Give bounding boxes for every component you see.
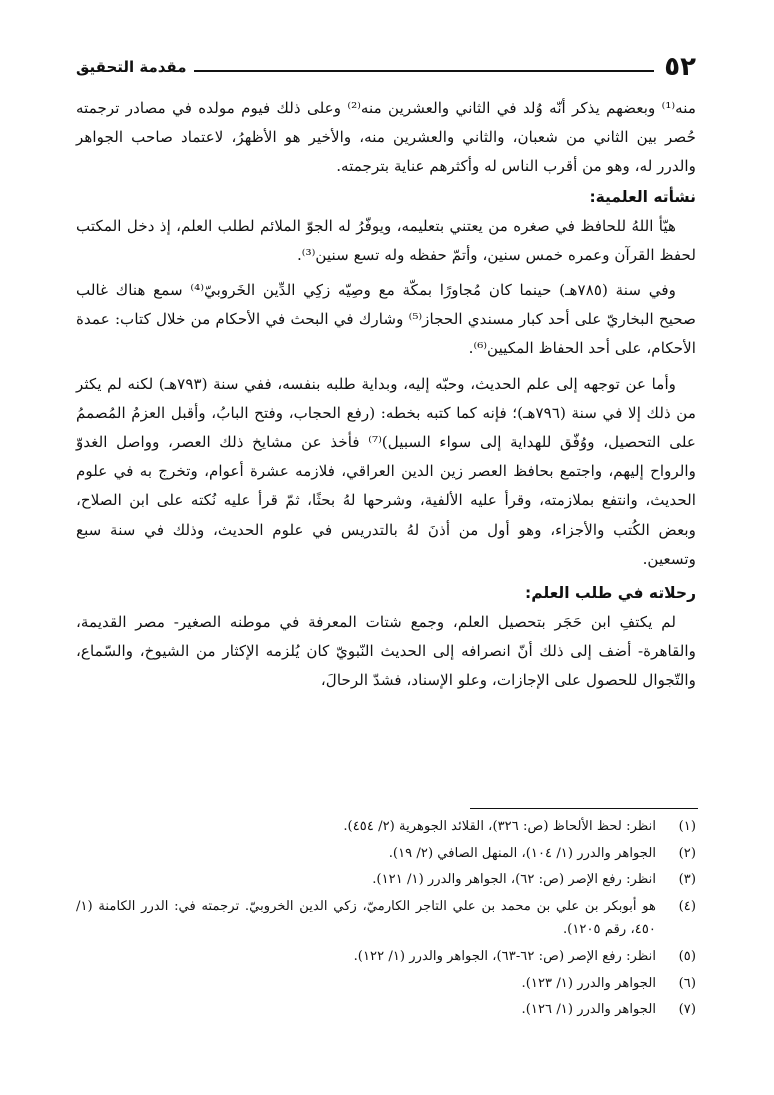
running-title: مقدمة التحقيق [76,58,187,76]
footnote-text: انظر: رفع الإصر (ص: ٦٢)، الجواهر والدرر (١/ ١٢١). [372,872,656,888]
footnote-text: الجواهر والدرر (١/ ١٢٦). [521,1002,656,1018]
footnote-text: انظر: رفع الإصر (ص: ٦٢-٦٣)، الجواهر والدرر (١/ ١٢٢). [353,948,656,964]
footnote-item [76,945,696,969]
footnotes [76,815,696,1025]
paragraph-birth: منه⁽¹⁾ وبعضهم يذكر أنّه وُلد في الثاني والعشرين منه⁽²⁾ وعلى ذلك فيوم مولده في مصادر ترجمته حُصر بين الثاني من شعبان، والثاني والعشرين منه، والأخير هو الأظهرُ، لاعتماد صاحب الجواهر والدرر له، وهو من أقرب الناس له وأكثرهم عناية بترجمته. [76,99,696,176]
footnote-text: انظر: لحظ الألحاظ (ص: ٣٢٦)، القلائد الجوهرية (٢/ ٤٥٤). [343,819,656,834]
footnote-item [76,972,696,996]
page-number: ٥٢ [664,52,696,82]
footnote-number: (٤) [678,898,696,914]
section-heading-travels: رحلاته في طلب العلم: [525,584,696,603]
paragraph-mecca: وفي سنة (٧٨٥هـ) حينما كان مُجاورًا بمكّة مع وصِيّه زكِي الدِّين الخَروبيّ⁽⁴⁾ سمع هناك غالب صحيح البخاريّ على أحد كبار مسندي الحجاز⁽⁵⁾ وشارك في البحث في الأحكام من خلال كتاب: عمدة الأحكام، على أحد الحفاظ المكيين⁽⁶⁾. [76,281,696,358]
footnote-number: (٣) [678,872,696,888]
main-text [76,94,696,696]
footnote-text: الجواهر والدرر (١/ ١٢٣). [521,975,656,991]
footnote-number: (٧) [678,1002,696,1018]
paragraph-childhood: هيّأ اللهُ للحافظ في صغره من يعتني بتعليمه، ويوفّرُ له الجوّ الملائم لطلب العلم، إذ دخل المكتب لحفظ القرآن وعمره خمس سنين، وأتمّ حفظه وله تسع سنين⁽³⁾. [76,216,696,264]
footnote-item [76,868,696,892]
footnote-text: الجواهر والدرر (١/ ١٠٤)، المنهل الصافي (٢/ ١٩). [388,845,656,861]
paragraph-travels: لم يكتفِ ابن حَجَر بتحصيل العلم، وجمع شتات المعرفة في موطنه الصغير- مصر القديمة، والقاهرة- أضف إلى ذلك أنّ انصرافه إلى الحديث النّبويّ كان يُلزمه الإكثار من الشيوخ، والسّماع، والتّجوال للحصول على الإجازات، وعلو الإسناد، فشدّ الرحالَ، [76,613,696,690]
footnote-item [76,815,696,839]
section-heading-education: نشأته العلمية: [589,187,696,206]
footnote-separator [470,808,698,809]
footnote-item [76,895,696,942]
footnote-number: (٢) [678,845,696,861]
footnote-item [76,998,696,1022]
footnote-number: (٦) [678,975,696,991]
header-rule [194,70,654,72]
paragraph-hadith-study: وأما عن توجهه إلى علم الحديث، وحبّه إليه، وبداية طلبه بنفسه، ففي سنة (٧٩٣هـ) لكنه لم يكثر من ذلك إلا في سنة (٧٩٦هـ)؛ فإنه كما كتبه بخطه: (رفع الحجاب، وفتح البابُ، وأقبل العزمُ المُصممُ على التحصيل، ووُفّق للهداية إلى سواء السبيل)⁽⁷⁾ فأخذ عن مشايخ ذلك العصر، وواصل الغدوّ والرواح إليهم، واجتمع بحافظ العصر زين الدين العراقي، فلازمه عشرة أعوام، وتخرج به في علوم الحديث، وانتفع بملازمته، وقرأ عليه الألفية، وشرحها لهُ بحثًا، ثمّ قرأ عليه نُكته على ابن الصلاح، وبعض الكُتب والأجزاء، وهو أول من أذنَ لهُ بالتدريس في علوم الحديث، وذلك في سنة سبع وتسعين. [76,374,696,568]
footnote-number: (٥) [678,948,696,964]
footnote-item [76,842,696,866]
footnote-number: (١) [678,819,696,834]
footnote-text: هو أبوبكر بن علي بن محمد بن علي التاجر الكارميّ، زكي الدين الخروبيّ. ترجمته في: الدرر الكامنة (١/ ٤٥٠، رقم ١٢٠٥). [76,898,656,938]
page-header [76,52,696,82]
